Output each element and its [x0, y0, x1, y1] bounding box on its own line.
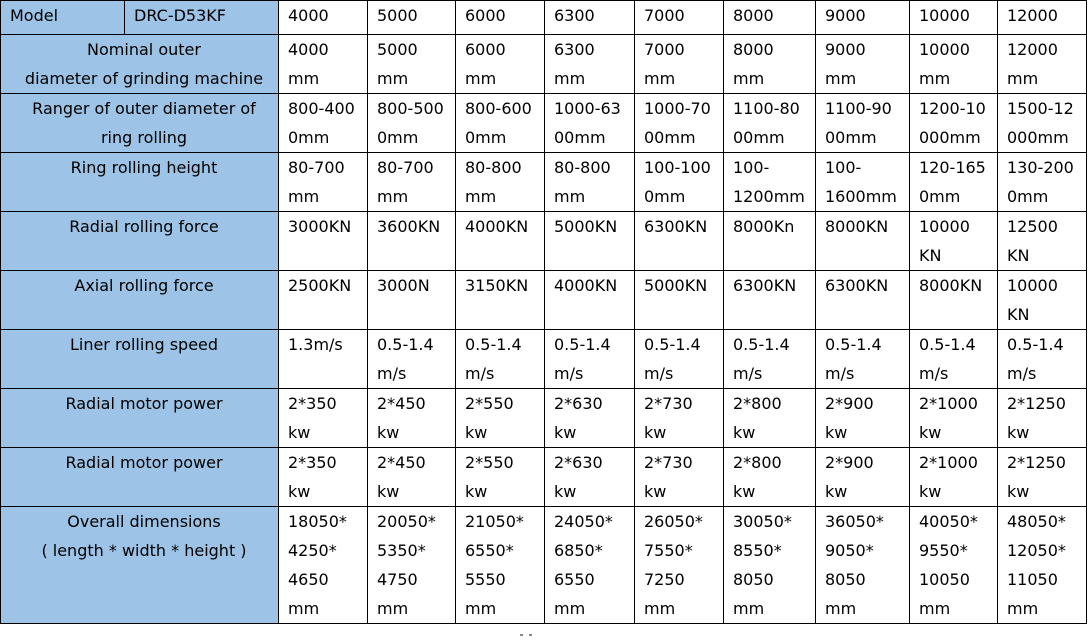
value-line: 800-600	[465, 99, 532, 118]
value-line: 12500	[1007, 217, 1058, 236]
value-line: mm	[465, 599, 497, 618]
value-line: 000mm	[919, 128, 981, 147]
value-line: 10050	[919, 570, 970, 589]
value-cell	[724, 94, 816, 153]
value-line: mm	[1007, 599, 1039, 618]
value-line: 00mm	[644, 128, 696, 147]
value-line: 5000KN	[554, 217, 618, 236]
value-line: kw	[465, 423, 488, 442]
value-line: kw	[644, 423, 667, 442]
value-cell	[910, 389, 998, 448]
value-cell	[368, 448, 456, 507]
value-cell	[998, 330, 1087, 389]
value-line: 10000	[919, 40, 970, 59]
value-line: 24050*	[554, 512, 613, 531]
value-cell	[910, 212, 998, 271]
value-cell	[816, 389, 910, 448]
size-cell: 6000	[456, 1, 545, 35]
value-line: kw	[554, 423, 577, 442]
row-label	[1, 212, 279, 271]
value-line: 12050*	[1007, 541, 1066, 560]
value-line: 0.5-1.4	[465, 335, 522, 354]
value-cell	[635, 35, 724, 94]
value-cell	[279, 35, 368, 94]
row-label	[1, 271, 279, 330]
value-line: 1200-10	[919, 99, 986, 118]
value-line: 80-700	[288, 158, 345, 177]
value-line: 1.3m/s	[288, 335, 343, 354]
value-cell	[279, 507, 368, 624]
value-line: kw	[733, 423, 756, 442]
row-label	[1, 389, 279, 448]
value-line: 4750	[377, 570, 418, 589]
row-label-line: diameter of grinding machine	[24, 69, 264, 88]
value-line: kw	[377, 423, 400, 442]
value-line: 2*630	[554, 453, 603, 472]
value-cell	[279, 94, 368, 153]
value-line: mm	[377, 599, 409, 618]
value-line: m/s	[465, 364, 495, 383]
value-cell	[816, 271, 910, 330]
value-line: m/s	[377, 364, 407, 383]
value-line: 0mm	[644, 187, 686, 206]
value-line: 000mm	[1007, 128, 1069, 147]
value-cell	[816, 212, 910, 271]
table-row	[1, 389, 1087, 448]
row-label-line: Liner rolling speed	[69, 335, 219, 354]
value-line: 1100-90	[825, 99, 892, 118]
table-row	[1, 271, 1087, 330]
value-line: 4650	[288, 570, 329, 589]
value-cell	[279, 271, 368, 330]
value-cell	[279, 330, 368, 389]
value-line: 8000KN	[825, 217, 889, 236]
value-line: 100-100	[644, 158, 711, 177]
value-line: 18050*	[288, 512, 347, 531]
value-line: 20050*	[377, 512, 436, 531]
value-line: 4000KN	[554, 276, 618, 295]
value-line: mm	[288, 187, 320, 206]
value-line: 0mm	[377, 128, 419, 147]
value-cell	[635, 389, 724, 448]
row-label-line: Radial rolling force	[69, 217, 219, 236]
value-cell	[368, 507, 456, 624]
value-cell	[816, 94, 910, 153]
value-line: 3000N	[377, 276, 430, 295]
value-line: kw	[825, 482, 848, 501]
value-line: 2*1000	[919, 453, 978, 472]
value-line: 2*730	[644, 453, 693, 472]
value-line: 1000-63	[554, 99, 621, 118]
size-cell: 7000	[635, 1, 724, 35]
value-line: KN	[919, 246, 942, 265]
table-row	[1, 507, 1087, 624]
value-cell	[816, 448, 910, 507]
value-line: 0mm	[288, 128, 330, 147]
value-cell	[910, 448, 998, 507]
value-line: 8000Kn	[733, 217, 795, 236]
value-cell	[545, 35, 635, 94]
table-row	[1, 330, 1087, 389]
value-line: 9550*	[919, 541, 968, 560]
table-row	[1, 35, 1087, 94]
value-cell	[545, 94, 635, 153]
row-label-line: ring rolling	[100, 128, 188, 147]
value-cell	[816, 507, 910, 624]
value-cell	[368, 389, 456, 448]
value-line: 6300	[554, 40, 595, 59]
table-row	[1, 153, 1087, 212]
value-line: 4000KN	[465, 217, 529, 236]
value-line: 11050	[1007, 570, 1058, 589]
value-line: 8000KN	[919, 276, 983, 295]
value-line: kw	[644, 482, 667, 501]
value-line: 10000	[1007, 276, 1058, 295]
value-cell	[368, 212, 456, 271]
value-cell	[456, 94, 545, 153]
value-cell	[456, 448, 545, 507]
value-cell	[724, 212, 816, 271]
value-line: 2*350	[288, 394, 337, 413]
value-line: kw	[1007, 423, 1030, 442]
value-cell	[910, 271, 998, 330]
value-line: 120-165	[919, 158, 986, 177]
value-cell	[998, 507, 1087, 624]
value-cell	[724, 153, 816, 212]
value-line: kw	[825, 423, 848, 442]
value-line: 5000KN	[644, 276, 708, 295]
value-cell	[545, 448, 635, 507]
value-cell	[635, 212, 724, 271]
value-cell	[368, 330, 456, 389]
value-cell	[545, 153, 635, 212]
value-line: 6550*	[465, 541, 514, 560]
row-label-line: Nominal outer	[87, 40, 201, 59]
value-line: mm	[554, 599, 586, 618]
value-line: m/s	[644, 364, 674, 383]
value-line: 6000	[465, 40, 506, 59]
value-line: 0mm	[919, 187, 961, 206]
value-line: 00mm	[825, 128, 877, 147]
value-cell	[279, 212, 368, 271]
value-cell	[724, 330, 816, 389]
value-line: 800-500	[377, 99, 444, 118]
value-line: 0.5-1.4	[377, 335, 434, 354]
value-cell	[279, 448, 368, 507]
table-row	[1, 212, 1087, 271]
value-line: 10000	[919, 217, 970, 236]
value-line: mm	[825, 599, 857, 618]
model-value: DRC-D53KF	[125, 1, 279, 35]
size-cell: 12000	[998, 1, 1087, 35]
size-cell: 10000	[910, 1, 998, 35]
value-line: 2*450	[377, 394, 426, 413]
value-line: 2*550	[465, 394, 514, 413]
value-line: mm	[465, 187, 497, 206]
value-line: 80-800	[554, 158, 611, 177]
value-line: kw	[733, 482, 756, 501]
value-cell	[910, 507, 998, 624]
value-cell	[368, 94, 456, 153]
value-line: kw	[919, 482, 942, 501]
value-line: KN	[1007, 305, 1030, 324]
row-label	[1, 448, 279, 507]
value-line: kw	[1007, 482, 1030, 501]
value-cell	[368, 271, 456, 330]
value-line: mm	[733, 69, 765, 88]
value-line: mm	[919, 599, 951, 618]
value-line: 1600mm	[825, 187, 897, 206]
value-line: mm	[465, 69, 497, 88]
value-line: 6300KN	[733, 276, 797, 295]
value-line: 80-700	[377, 158, 434, 177]
value-cell	[816, 153, 910, 212]
value-cell	[635, 271, 724, 330]
value-line: 0.5-1.4	[554, 335, 611, 354]
value-cell	[635, 330, 724, 389]
table-row	[1, 94, 1087, 153]
value-line: kw	[465, 482, 488, 501]
row-label-line: Ring rolling height	[70, 158, 218, 177]
row-label	[1, 35, 279, 94]
value-cell	[368, 153, 456, 212]
row-label-line: ( length * width * height )	[41, 541, 247, 560]
value-cell	[998, 389, 1087, 448]
value-cell	[456, 389, 545, 448]
value-line: 6300KN	[825, 276, 889, 295]
value-line: kw	[919, 423, 942, 442]
row-label-line: Radial motor power	[65, 453, 223, 472]
value-cell	[456, 507, 545, 624]
value-cell	[456, 271, 545, 330]
value-line: 21050*	[465, 512, 524, 531]
value-line: 130-200	[1007, 158, 1074, 177]
value-line: 4250*	[288, 541, 337, 560]
value-line: 2*630	[554, 394, 603, 413]
value-line: 2*730	[644, 394, 693, 413]
value-line: 12000	[1007, 40, 1058, 59]
value-line: 8550*	[733, 541, 782, 560]
value-line: 00mm	[554, 128, 606, 147]
value-line: 2*800	[733, 394, 782, 413]
value-line: 800-400	[288, 99, 355, 118]
value-cell	[910, 153, 998, 212]
value-line: mm	[554, 187, 586, 206]
row-label-line: Axial rolling force	[74, 276, 214, 295]
value-line: 4000	[288, 40, 329, 59]
value-line: kw	[288, 482, 311, 501]
size-cell: 6300	[545, 1, 635, 35]
value-cell	[545, 271, 635, 330]
value-line: 0.5-1.4	[1007, 335, 1064, 354]
value-line: 48050*	[1007, 512, 1066, 531]
value-cell	[724, 507, 816, 624]
value-line: 1000-70	[644, 99, 711, 118]
value-line: 6300KN	[644, 217, 708, 236]
value-cell	[635, 94, 724, 153]
value-line: 2*550	[465, 453, 514, 472]
value-line: 36050*	[825, 512, 884, 531]
value-cell	[545, 330, 635, 389]
value-line: 5350*	[377, 541, 426, 560]
value-line: mm	[825, 69, 857, 88]
size-cell: 4000	[279, 1, 368, 35]
value-line: 0.5-1.4	[644, 335, 701, 354]
value-line: 40050*	[919, 512, 978, 531]
value-cell	[456, 35, 545, 94]
value-line: 8050	[733, 570, 774, 589]
value-line: kw	[554, 482, 577, 501]
value-line: 5000	[377, 40, 418, 59]
header-row	[1, 1, 1087, 35]
value-cell	[724, 448, 816, 507]
value-cell	[724, 35, 816, 94]
value-line: 8050	[825, 570, 866, 589]
value-cell	[635, 153, 724, 212]
value-line: mm	[377, 187, 409, 206]
value-line: 26050*	[644, 512, 703, 531]
value-cell	[816, 330, 910, 389]
value-line: kw	[288, 423, 311, 442]
value-cell	[910, 35, 998, 94]
value-cell	[998, 153, 1087, 212]
value-line: 1200mm	[733, 187, 805, 206]
value-cell	[816, 35, 910, 94]
row-label	[1, 153, 279, 212]
value-line: 9050*	[825, 541, 874, 560]
value-cell	[998, 94, 1087, 153]
value-line: mm	[377, 69, 409, 88]
model-label: Model	[1, 1, 125, 35]
size-cell: 5000	[368, 1, 456, 35]
value-line: mm	[288, 599, 320, 618]
value-line: 3000KN	[288, 217, 352, 236]
value-cell	[545, 389, 635, 448]
value-line: 2*800	[733, 453, 782, 472]
value-line: 2*900	[825, 453, 874, 472]
value-line: 1100-80	[733, 99, 800, 118]
value-line: 80-800	[465, 158, 522, 177]
value-line: KN	[1007, 246, 1030, 265]
value-line: 0.5-1.4	[919, 335, 976, 354]
value-line: mm	[919, 69, 951, 88]
value-cell	[545, 212, 635, 271]
value-line: 2*350	[288, 453, 337, 472]
value-line: m/s	[554, 364, 584, 383]
value-cell	[368, 35, 456, 94]
value-line: 0mm	[1007, 187, 1049, 206]
size-cell: 9000	[816, 1, 910, 35]
value-cell	[724, 271, 816, 330]
value-line: mm	[644, 599, 676, 618]
value-cell	[456, 153, 545, 212]
value-line: 2*1000	[919, 394, 978, 413]
value-cell	[456, 330, 545, 389]
value-line: 2*1250	[1007, 453, 1066, 472]
value-cell	[998, 448, 1087, 507]
value-cell	[279, 153, 368, 212]
value-line: 2*900	[825, 394, 874, 413]
bottom-tick-marks	[520, 621, 550, 623]
row-label-line: Overall dimensions	[67, 512, 221, 531]
value-line: mm	[554, 69, 586, 88]
value-line: 7000	[644, 40, 685, 59]
value-line: mm	[733, 599, 765, 618]
value-line: m/s	[919, 364, 949, 383]
value-line: 3600KN	[377, 217, 441, 236]
table-row	[1, 448, 1087, 507]
value-line: 0mm	[465, 128, 507, 147]
row-label	[1, 330, 279, 389]
value-line: 100-	[825, 158, 862, 177]
row-label	[1, 94, 279, 153]
value-line: mm	[644, 69, 676, 88]
value-line: 3150KN	[465, 276, 529, 295]
value-line: 7550*	[644, 541, 693, 560]
value-line: 2500KN	[288, 276, 352, 295]
value-line: 7250	[644, 570, 685, 589]
value-cell	[998, 35, 1087, 94]
value-cell	[635, 448, 724, 507]
row-label-line: Radial motor power	[65, 394, 223, 413]
size-cell: 8000	[724, 1, 816, 35]
value-line: 9000	[825, 40, 866, 59]
value-cell	[279, 389, 368, 448]
value-line: 5550	[465, 570, 506, 589]
value-line: m/s	[1007, 364, 1037, 383]
value-line: 0.5-1.4	[825, 335, 882, 354]
value-cell	[545, 507, 635, 624]
value-cell	[910, 330, 998, 389]
value-line: kw	[377, 482, 400, 501]
value-line: mm	[288, 69, 320, 88]
value-line: 1500-12	[1007, 99, 1074, 118]
row-label	[1, 507, 279, 624]
value-line: 30050*	[733, 512, 792, 531]
value-line: m/s	[825, 364, 855, 383]
value-line: 0.5-1.4	[733, 335, 790, 354]
value-line: 6850*	[554, 541, 603, 560]
value-line: mm	[1007, 69, 1039, 88]
value-cell	[998, 212, 1087, 271]
row-label-line: Ranger of outer diameter of	[32, 99, 256, 118]
value-cell	[635, 507, 724, 624]
value-cell	[998, 271, 1087, 330]
value-line: 2*450	[377, 453, 426, 472]
value-cell	[456, 212, 545, 271]
value-line: 8000	[733, 40, 774, 59]
value-line: 100-	[733, 158, 770, 177]
value-line: 2*1250	[1007, 394, 1066, 413]
value-line: 00mm	[733, 128, 785, 147]
value-cell	[724, 389, 816, 448]
value-line: 6550	[554, 570, 595, 589]
value-cell	[910, 94, 998, 153]
value-line: m/s	[733, 364, 763, 383]
